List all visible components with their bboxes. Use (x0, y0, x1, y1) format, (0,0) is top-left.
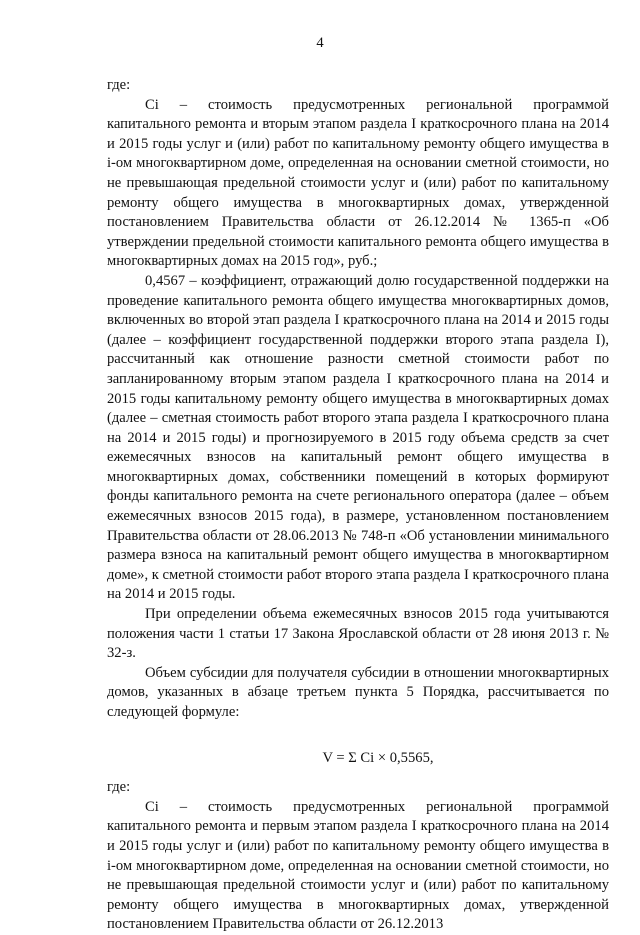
paragraph-ci-definition-1: Ci – стоимость предусмотренных региональной программой капитального ремонта и вторым этапом раздела I краткосрочного плана на 2014 и 2015 годы услуг и (или) работ по капитальному ремонту общего имущества в i-ом многоквартирном доме, определенная на основании сметной стоимости, но не превышающая предельной стоимости услуг и (или) работ по капитальному ремонту общего имущества в многоквартирных домах, утвержденной постановлением Правительства области от 26.12.2014 № 1365-п «Об утверждении предельной стоимости капитального ремонта общего имущества в многоквартирных домах на 2015 год», руб.; (107, 96, 609, 270)
paragraph-ci-definition-2: Ci – стоимость предусмотренных региональной программой капитального ремонта и первым этапом раздела I краткосрочного плана на 2014 и 2015 годы услуг и (или) работ по капитальному ремонту общего имущества в i-ом многоквартирном доме, определенная на основании сметной стоимости, но не превышающая предельной стоимости услуг и (или) работ по капитальному ремонту общего имущества в многоквартирных домах, утвержденной постановлением Правительства области от 26.12.2013 (107, 798, 609, 933)
formula: V = Σ Ci × 0,5565, (322, 749, 434, 766)
page-number: 4 (316, 35, 324, 51)
paragraph-coefficient: 0,4567 – коэффициент, отражающий долю государственной поддержки на проведение капитального ремонта общего имущества многоквартирных домов, включенных во второй этап раздела I краткосрочного плана на 2014 и 2015 годы (далее – коэффициент государственной поддержки второго этапа раздела I), рассчитанный как отношение разности сметной стоимости работ по запланированному вторым этапом раздела I краткосрочного плана на 2014 и 2015 годы капитальному ремонту общего имущества в многоквартирных домах (далее – сметная стоимость работ второго этапа раздела I краткосрочного плана на 2014 и 2015 годы) и прогнозируемого в 2015 году объема средств за счет ежемесячных взносов на капитальный ремонт общего имущества в многоквартирных домах, собственники помещений в которых формируют фонды капитального ремонта на счете регионального оператора (далее – объем ежемесячных взносов 2015 года), в размере, установленном постановлением Правительства области от 28.06.2013 № 748-п «Об установлении минимального размера взноса на капитальный ремонт общего имущества в многоквартирном доме», к сметной стоимости работ второго этапа раздела I краткосрочного плана на 2014 и 2015 годы. (107, 272, 609, 603)
paragraph-subsidy-volume: Объем субсидии для получателя субсидии в отношении многоквартирных домов, указанных в абзаце третьем пункта 5 Порядка, рассчитывается по следующей формуле: (107, 664, 609, 720)
where-label-1: где: (107, 77, 131, 93)
document-body (107, 76, 609, 935)
paragraph-law-reference: При определении объема ежемесячных взносов 2015 года учитываются положения части 1 статьи 17 Закона Ярославской области от 28 июня 2013 г. № 32-з. (107, 606, 609, 662)
where-label-2: где: (107, 779, 131, 796)
